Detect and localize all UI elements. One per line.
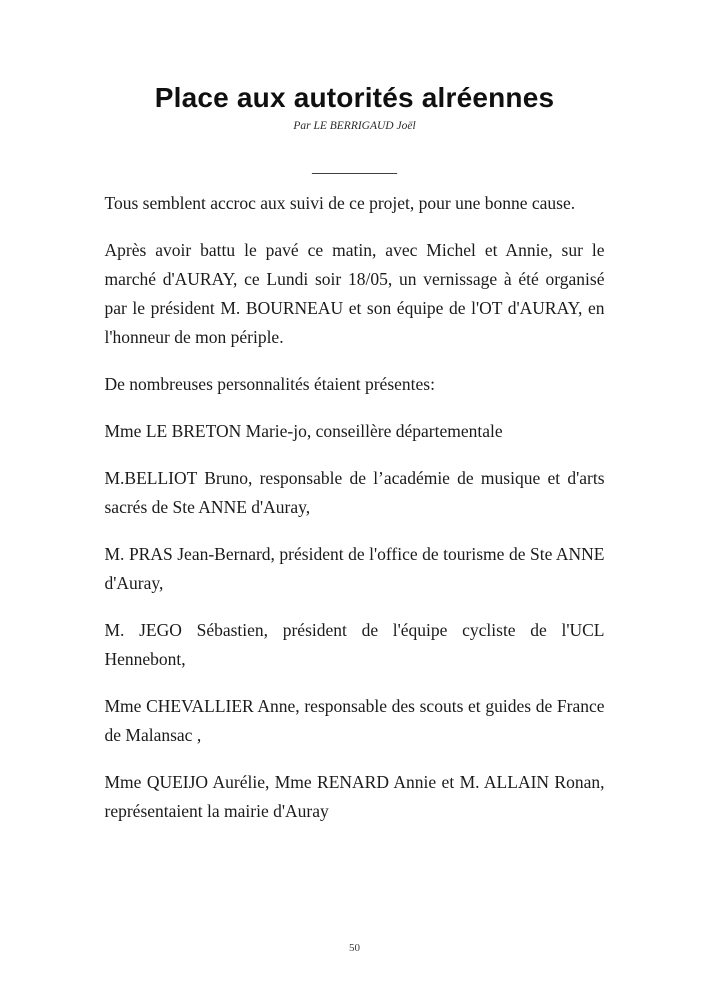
paragraph: Mme QUEIJO Aurélie, Mme RENARD Annie et M. ALLAIN Ronan, représentaient la mairie d'Auray: [104, 772, 605, 822]
paragraph: M. JEGO Sébastien, président de l'équipe cycliste de l'UCL Hennebont,: [104, 620, 605, 670]
paragraph: M. PRAS Jean-Bernard, président de l'office de tourisme de Ste ANNE d'Auray,: [104, 544, 605, 594]
article-content: [105, 0, 605, 826]
paragraph: Après avoir battu le pavé ce matin, avec Michel et Annie, sur le marché d'AURAY, ce Lundi soir 18/05, un vernissage à été organisé par le président M. BOURNEAU et son équipe de l'OT d'AURAY, en l'honneur de mon périple.: [104, 240, 605, 348]
article-title: Place aux autorités alréennes: [154, 82, 555, 113]
section-separator: __________: [312, 157, 397, 177]
article-body: [105, 189, 605, 826]
paragraph: Mme LE BRETON Marie-jo, conseillère départementale: [104, 421, 503, 442]
paragraph: M.BELLIOT Bruno, responsable de l’académie de musique et d'arts sacrés de Ste ANNE d'Auray,: [104, 468, 605, 518]
paragraph: Tous semblent accroc aux suivi de ce projet, pour une bonne cause.: [104, 193, 576, 214]
paragraph: De nombreuses personnalités étaient présentes:: [104, 374, 435, 395]
page-number: 50: [349, 942, 360, 954]
article-byline: Par LE BERRIGAUD Joël: [293, 120, 416, 133]
paragraph: Mme CHEVALLIER Anne, responsable des scouts et guides de France de Malansac ,: [104, 696, 605, 746]
